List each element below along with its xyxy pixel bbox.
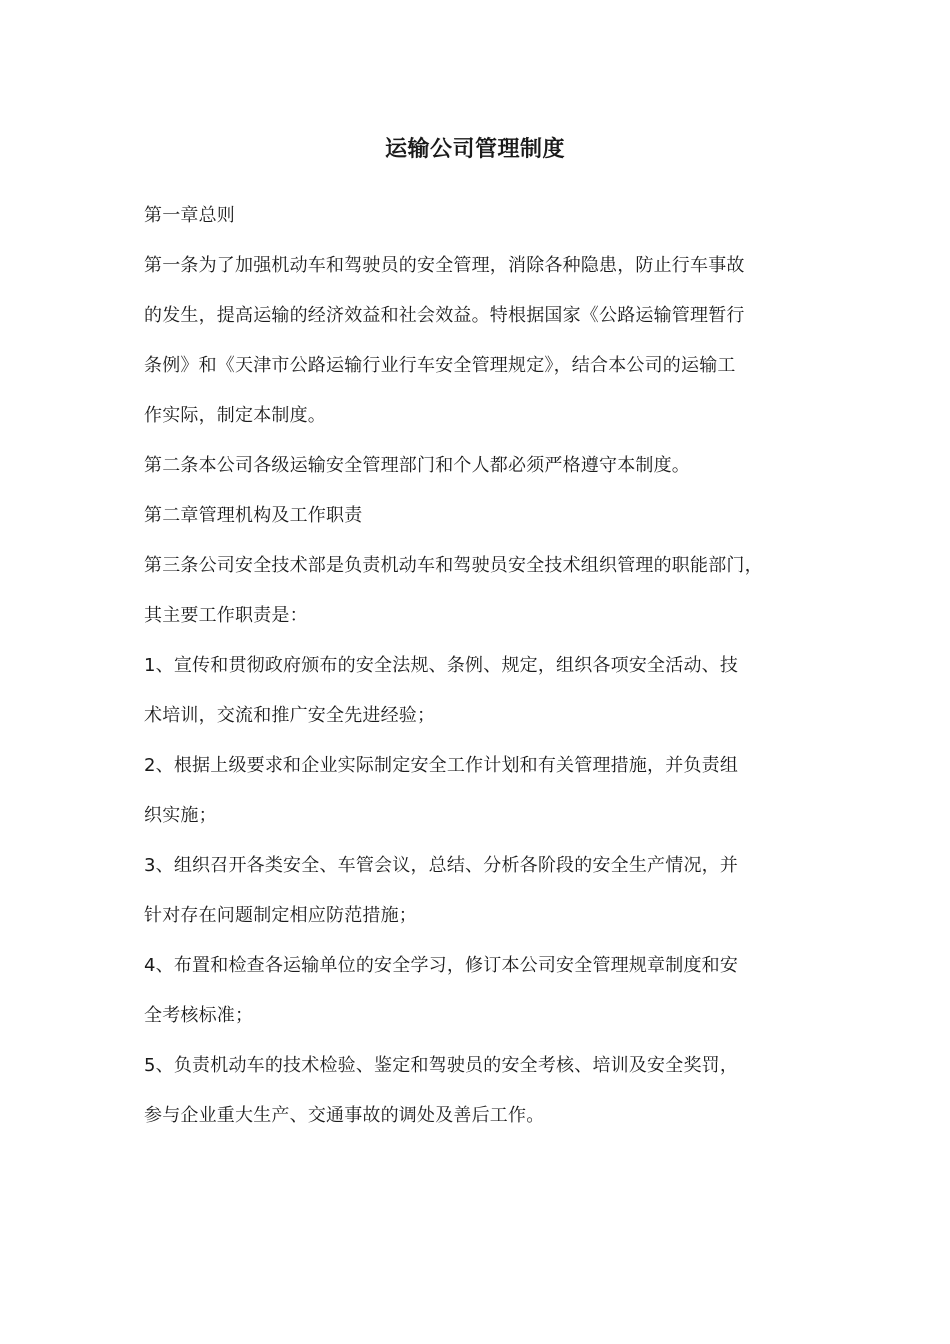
text-line: 第一条为了加强机动车和驾驶员的安全管理，消除各种隐患，防止行车事故	[144, 255, 745, 276]
chapter-heading: 第一章总则	[144, 205, 235, 226]
text-line: 条例》和《天津市公路运输行业行车安全管理规定》，结合本公司的运输工	[144, 355, 736, 376]
text-line: 作实际，制定本制度。	[144, 405, 326, 426]
text-line: 第三条公司安全技术部是负责机动车和驾驶员安全技术组织管理的职能部门，	[144, 555, 763, 576]
list-item-line: 织实施；	[144, 805, 217, 826]
list-item-line: 4、布置和检查各运输单位的安全学习，修订本公司安全管理规章制度和安	[144, 955, 739, 976]
text-line: 其主要工作职责是：	[144, 605, 308, 626]
text-line: 第二条本公司各级运输安全管理部门和个人都必须严格遵守本制度。	[144, 455, 690, 476]
chapter-heading: 第二章管理机构及工作职责	[144, 505, 363, 526]
document-title: 运输公司管理制度	[384, 137, 565, 162]
list-item-line: 5、负责机动车的技术检验、鉴定和驾驶员的安全考核、培训及安全奖罚，	[144, 1055, 739, 1076]
list-item-line: 全考核标准；	[144, 1005, 254, 1026]
list-item-line: 2、根据上级要求和企业实际制定安全工作计划和有关管理措施，并负责组	[144, 755, 739, 776]
document-body	[144, 200, 824, 1150]
text-line: 的发生，提高运输的经济效益和社会效益。特根据国家《公路运输管理暂行	[144, 305, 745, 326]
list-item-line: 1、宣传和贯彻政府颁布的安全法规、条例、规定，组织各项安全活动、技	[144, 655, 739, 676]
list-item-line: 3、组织召开各类安全、车管会议，总结、分析各阶段的安全生产情况，并	[144, 855, 739, 876]
list-item-line: 术培训，交流和推广安全先进经验；	[144, 705, 436, 726]
list-item-line: 针对存在问题制定相应防范措施；	[144, 905, 417, 926]
list-item-line: 参与企业重大生产、交通事故的调处及善后工作。	[144, 1105, 545, 1126]
